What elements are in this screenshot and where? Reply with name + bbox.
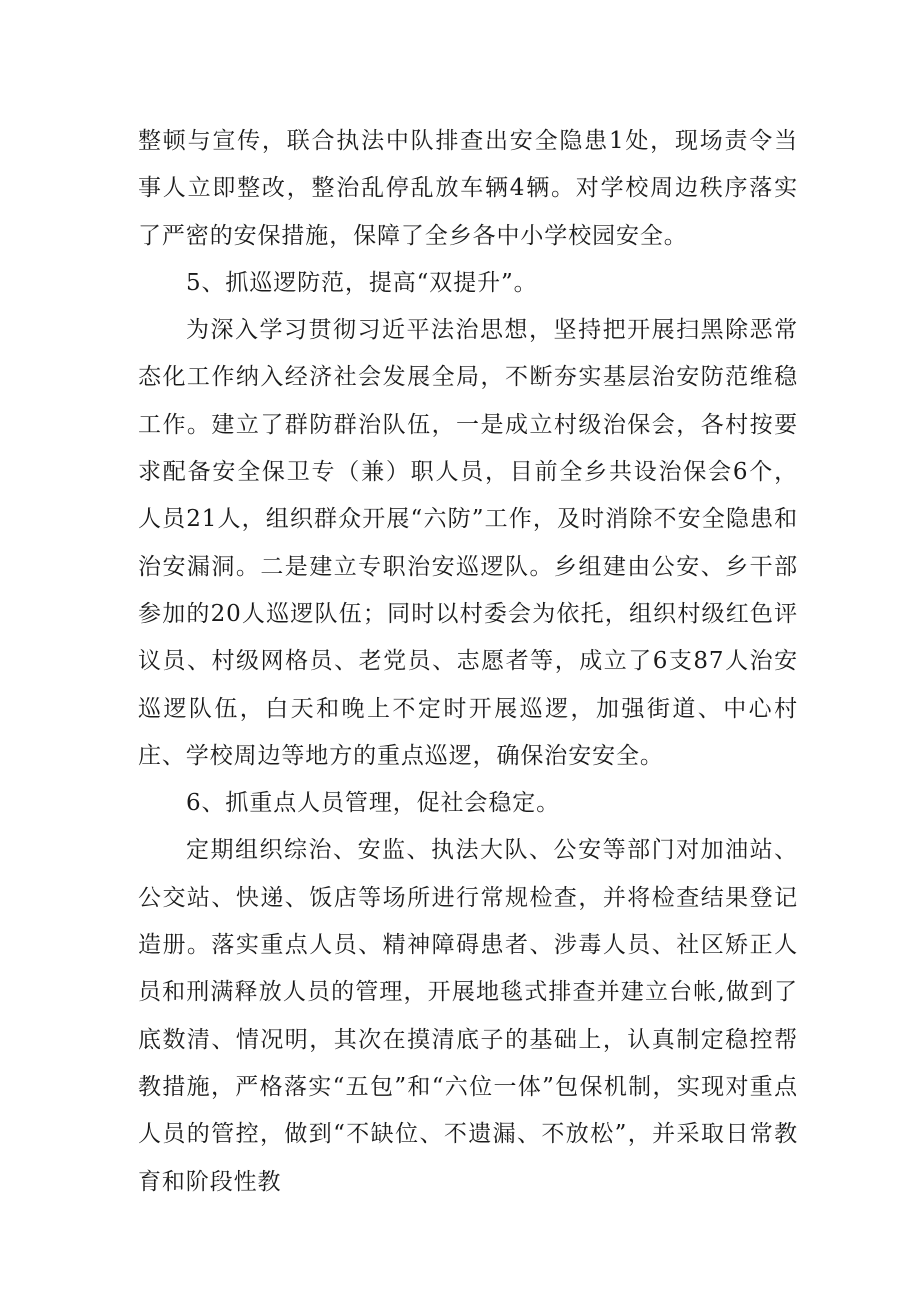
- section-heading-patrol: 5、抓巡逻防范，提高“双提升”。: [186, 269, 538, 296]
- paragraph-key-personnel: 定期组织综治、安监、执法大队、公安等部门对加油站、公交站、快递、饭店等场所进行常规检查，并将检查结果登记造册。落实重点人员、精神障碍患者、涉毒人员、社区矫正人员和刑满释放人员的管理，开展地毯式排查并建立台帐,做到了底数清、情况明，其次在摸清底子的基础上，认真制定稳控帮教措施，严格落实“五包”和“六位一体”包保机制，实现对重点人员的管控，做到“不缺位、不遗漏、不放松”，并采取日常教育和阶段性教: [138, 837, 798, 1195]
- section-heading-key-personnel: 6、抓重点人员管理，促社会稳定。: [186, 790, 561, 817]
- document-body: [138, 118, 798, 1206]
- paragraph-patrol: 为深入学习贯彻习近平法治思想，坚持把开展扫黑除恶常态化工作纳入经济社会发展全局，不断夯实基层治安防范维稳工作。建立了群防群治队伍，一是成立村级治保会，各村按要求配备安全保卫专（兼）职人员，目前全乡共设治保会6个，人员21人，组织群众开展“六防”工作，及时消除不安全隐患和治安漏洞。二是建立专职治安巡逻队。乡组建由公安、乡干部参加的20人巡逻队伍；同时以村委会为依托，组织村级红色评议员、村级网格员、老党员、志愿者等，成立了6支87人治安巡逻队伍，白天和晚上不定时开展巡逻，加强街道、中心村庄、学校周边等地方的重点巡逻，确保治安安全。: [138, 317, 798, 769]
- paragraph-continuation: 整顿与宣传，联合执法中队排查出安全隐患1处，现场责令当事人立即整改，整治乱停乱放车辆4辆。对学校周边秩序落实了严密的安保措施，保障了全乡各中小学校园安全。: [138, 128, 798, 249]
